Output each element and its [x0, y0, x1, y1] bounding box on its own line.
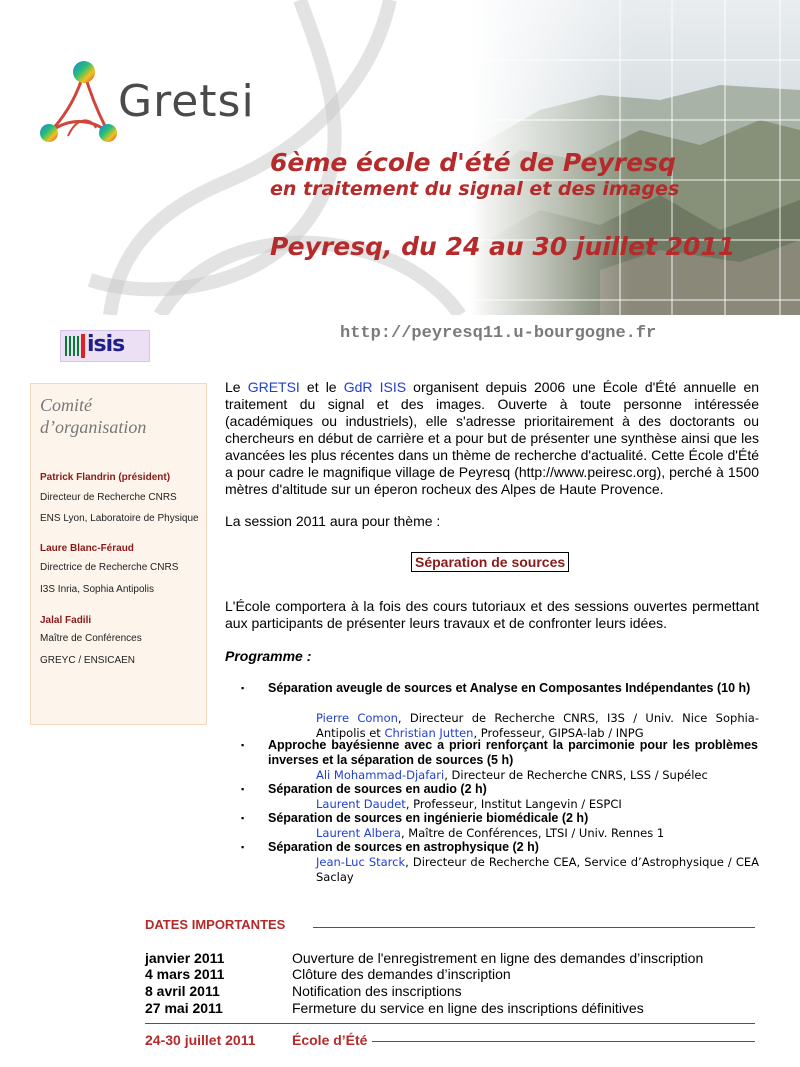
programme-item-title: Séparation de sources en ingénierie biomédicale (2 h) — [268, 811, 589, 825]
programme-heading: Programme : — [225, 648, 312, 664]
bullet-icon: ▪ — [241, 683, 245, 693]
programme-item-speakers: Pierre Comon, Directeur de Recherche CNRS, I3S / Univ. Nice Sophia-Antipolis et Christian Jutten, Professeur, GIPSA-lab / INPG — [316, 711, 759, 740]
speaker-link[interactable]: Laurent Daudet — [316, 797, 406, 811]
bullet-icon: ▪ — [241, 784, 245, 794]
speaker-link[interactable]: Pierre Comon — [316, 711, 398, 725]
school-title: 6ème école d'été de Peyresq — [270, 148, 676, 177]
speaker-link[interactable]: Jean-Luc Starck — [316, 855, 406, 869]
committee-member-name: Jalal Fadili — [40, 615, 92, 626]
programme-item-title: Séparation aveugle de sources et Analyse en Composantes Indépendantes (10 h) — [268, 681, 751, 695]
date-description: Clôture des demandes d’inscription — [292, 966, 511, 982]
date-description: Ouverture de l'enregistrement en ligne des demandes d’inscription — [292, 950, 704, 966]
committee-member-name: Patrick Flandrin (président) — [40, 472, 171, 483]
isis-logo-text: isis — [87, 332, 125, 357]
date-label: 8 avril 2011 — [145, 983, 220, 999]
dates-divider-top — [313, 927, 755, 928]
committee-member-name: Laure Blanc-Féraud — [40, 543, 134, 554]
school-final-label: École d’Été — [292, 1032, 368, 1048]
date-label: 27 mai 2011 — [145, 1000, 223, 1016]
programme-item-title: Séparation de sources en audio (2 h) — [268, 782, 487, 796]
ecole-paragraph: L'École comportera à la fois des cours tutoriaux et des sessions ouvertes permettant aux participants de présenter leurs travaux et de confronter leurs idées. — [225, 598, 759, 631]
organizing-committee-panel — [30, 383, 207, 725]
programme-item-speakers: Jean-Luc Starck, Directeur de Recherche CEA, Service d’Astrophysique / CEA Saclay — [316, 855, 759, 884]
website-url-link[interactable]: http://peyresq11.u-bourgogne.fr — [340, 324, 657, 343]
date-label: janvier 2011 — [145, 950, 225, 966]
date-label: 4 mars 2011 — [145, 966, 225, 982]
committee-member-affiliation: I3S Inria, Sophia Antipolis — [40, 584, 154, 595]
intro-paragraph: Le GRETSI et le GdR ISIS organisent depuis 2006 une École d'Été annuelle en traitement du signal et des images. Ouverte à toute personne intéressée (académiques ou industriels), elle s'adresse prioritairement à des doctorants ou chercheurs en début de carrière et a pour but de présenter une synthèse ainsi que les avancées les plus récentes dans un thème de recherche d'actualité. Cette École d'Été a pour cadre le magnifique village de Peyresq (http://www.peiresc.org), perché à 1500 mètres d'altitude sur un éperon rocheux des Alpes de Haute Provence. — [225, 379, 760, 497]
speaker-link[interactable]: Ali Mohammad-Djafari — [316, 768, 445, 782]
committee-member-role: Directeur de Recherche CNRS — [40, 492, 177, 503]
bullet-icon: ▪ — [241, 842, 245, 852]
gretsi-link[interactable]: GRETSI — [247, 379, 300, 395]
date-description: Fermeture du service en ligne des inscriptions définitives — [292, 1000, 644, 1016]
session-text: La session 2011 aura pour thème : — [225, 513, 441, 529]
final-divider — [372, 1041, 755, 1042]
bullet-icon: ▪ — [241, 813, 245, 823]
gretsi-brand-text: Gretsi — [118, 76, 255, 127]
committee-member-affiliation: GREYC / ENSICAEN — [40, 655, 136, 666]
programme-item-speakers: Laurent Daudet, Professeur, Institut Langevin / ESPCI — [316, 797, 622, 811]
dates-heading: DATES IMPORTANTES — [145, 917, 286, 932]
committee-member-role: Directrice de Recherche CNRS — [40, 562, 179, 573]
programme-item-speakers: Laurent Albera, Maître de Conférences, LTSI / Univ. Rennes 1 — [316, 826, 665, 840]
theme-box: Séparation de sources — [411, 552, 569, 572]
header-banner — [0, 0, 800, 315]
gdr-isis-link[interactable]: GdR ISIS — [343, 379, 407, 395]
speaker-link[interactable]: Laurent Albera — [316, 826, 401, 840]
isis-logo — [60, 330, 150, 362]
bullet-icon: ▪ — [241, 740, 245, 750]
date-description: Notification des inscriptions — [292, 983, 462, 999]
school-final-date: 24-30 juillet 2011 — [145, 1032, 256, 1048]
gretsi-logo-icon — [38, 58, 118, 148]
committee-member-affiliation: ENS Lyon, Laboratoire de Physique — [40, 513, 199, 524]
speaker-link[interactable]: Christian Jutten — [384, 726, 474, 740]
programme-item-speakers: Ali Mohammad-Djafari, Directeur de Recherche CNRS, LSS / Supélec — [316, 768, 708, 782]
programme-item-title: Approche bayésienne avec a priori renforçant la parcimonie pour les problèmes inverses et la séparation de sources (5 h) — [268, 738, 758, 767]
school-dates-title: Peyresq, du 24 au 30 juillet 2011 — [270, 232, 736, 261]
committee-member-role: Maître de Conférences — [40, 633, 142, 644]
programme-item-title: Séparation de sources en astrophysique (2 h) — [268, 840, 539, 854]
school-subtitle: en traitement du signal et des images — [270, 178, 680, 200]
dates-divider-bottom — [145, 1023, 755, 1024]
committee-title: Comité d’organisation — [40, 395, 147, 437]
